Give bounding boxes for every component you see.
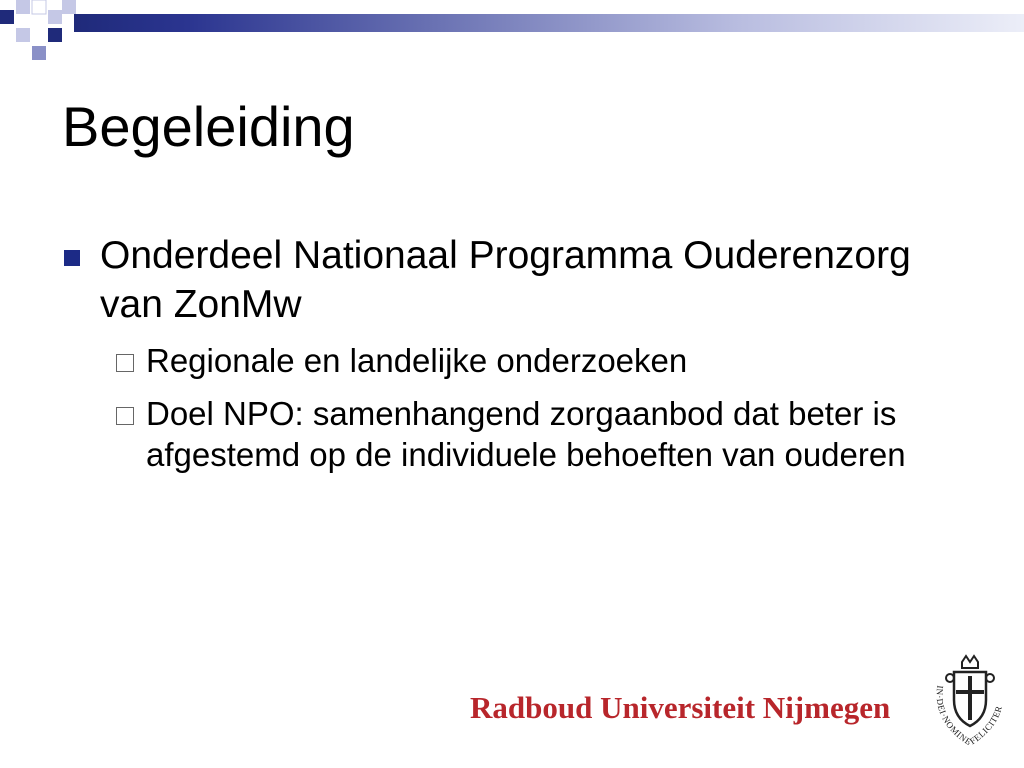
sub-bullet-text: Regionale en landelijke onderzoeken — [146, 341, 688, 379]
deco-square — [32, 46, 46, 60]
square-bullet-icon — [64, 250, 80, 266]
svg-text:IN·DEI·NOMINE·FELICITER: IN·DEI·NOMINE·FELICITER — [934, 684, 1005, 749]
sub-bullet-list — [114, 340, 962, 476]
sub-bullet-text: Doel NPO: samenhangend zorgaanbod dat beter is afgestemd op de individuele behoeften van ouderen — [146, 394, 906, 473]
hollow-square-bullet-icon — [116, 354, 134, 372]
bullet-text: Onderdeel Nationaal Programma Ouderenzorg van ZonMw — [100, 234, 911, 326]
bullet-level-2 — [114, 340, 962, 381]
decorative-squares — [0, 0, 90, 70]
decorative-gradient-bar — [74, 14, 1024, 32]
deco-square — [32, 0, 46, 14]
deco-square — [48, 10, 62, 24]
deco-square — [16, 28, 30, 42]
university-seal-icon — [926, 652, 1014, 752]
deco-square — [16, 0, 30, 14]
bullet-level-1 — [62, 232, 962, 330]
university-logo-text: Radboud Universiteit Nijmegen — [470, 690, 891, 725]
slide-title: Begeleiding — [62, 95, 355, 158]
deco-square — [48, 28, 62, 42]
slide-content — [62, 232, 962, 487]
deco-square — [62, 0, 76, 14]
deco-square — [0, 10, 14, 24]
bullet-level-2 — [114, 393, 962, 476]
hollow-square-bullet-icon — [116, 407, 134, 425]
